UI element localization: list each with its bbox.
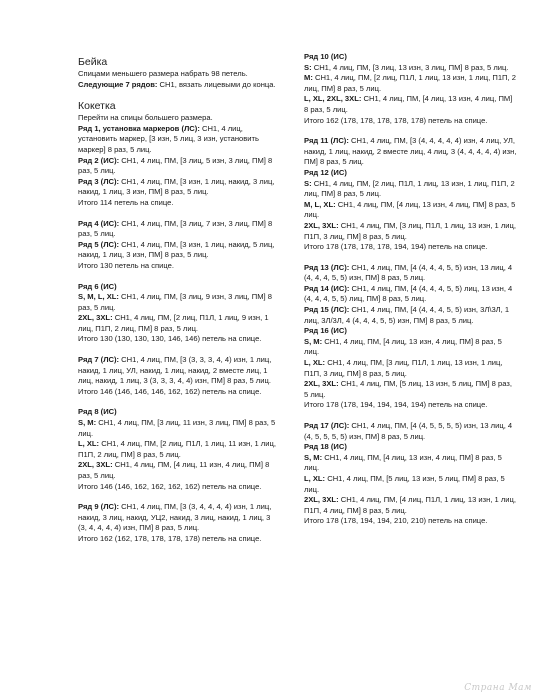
row-label: Следующие 7 рядов: bbox=[78, 79, 158, 89]
row-14 bbox=[304, 284, 518, 305]
row-total: Итого 178 (178, 178, 178, 194, 194) петель на спице. bbox=[304, 242, 488, 252]
size-line bbox=[304, 379, 518, 400]
row-6-title bbox=[78, 282, 278, 293]
row-5 bbox=[78, 240, 278, 261]
size-line bbox=[304, 495, 518, 516]
size-line bbox=[304, 73, 518, 94]
size-line bbox=[78, 418, 278, 439]
size-label: S: bbox=[304, 62, 312, 72]
row-total: Итого 130 (130, 130, 130, 146, 146) петель на спице. bbox=[78, 334, 262, 344]
size-label: 2XL, 3XL: bbox=[304, 495, 339, 505]
size-label: L, XL: bbox=[304, 473, 326, 483]
row-12-title bbox=[304, 168, 518, 179]
size-label: 2XL, 3XL: bbox=[78, 460, 113, 470]
row-8-title bbox=[78, 407, 278, 418]
size-line bbox=[304, 453, 518, 474]
size-label: L, XL: bbox=[304, 358, 326, 368]
right-column bbox=[304, 52, 518, 537]
size-line bbox=[304, 358, 518, 379]
size-line bbox=[304, 221, 518, 242]
left-column bbox=[78, 56, 278, 555]
row-9 bbox=[78, 502, 278, 534]
row-4 bbox=[78, 219, 278, 240]
text: СН1, 4 лиц, ПМ, [4 лиц, 13 изн, 4 лиц, ПМ] 8 раз, 5 лиц. bbox=[304, 94, 513, 114]
row-8-block bbox=[78, 407, 278, 492]
text: СН1, 4 лиц, ПМ, [2 лиц, П1Л, 1 лиц, 9 изн, 1 лиц, П1П, 2 лиц, ПМ] 8 раз, 5 лиц. bbox=[78, 313, 269, 333]
text: СН1, 4 лиц, ПМ, [3 лиц, 5 изн, 3 лиц, ПМ] 8 раз, 5 лиц. bbox=[78, 155, 273, 176]
text: СН1, 4 лиц, ПМ, [3 изн, 1 лиц, накид, 3 лиц, накид, 1 лиц, 3 изн, ПМ] 8 раз, 5 лиц. bbox=[78, 176, 275, 197]
row-16-title bbox=[304, 326, 518, 337]
size-line bbox=[304, 474, 518, 495]
row-6-block bbox=[78, 282, 278, 346]
text: СН1, 4 лиц, ПМ, [2 лиц, П1Л, 1 лиц, 13 изн, 1 лиц, П1П, 2 лиц, ПМ] 8 раз, 5 лиц. bbox=[304, 73, 516, 93]
text: СН1, 4 лиц, ПМ, [4 (4, 4, 4, 5, 5) лиц, 13 изн, 4 (4, 4, 4, 5, 5) лиц, ПМ] 8 раз, 5 лиц. bbox=[304, 283, 513, 304]
text: СН1, 4 лиц, ПМ, [5 лиц, 13 изн, 5 лиц, ПМ] 8 раз, 5 лиц. bbox=[304, 473, 505, 494]
section-title-beyka: Бейка bbox=[78, 56, 108, 68]
size-line bbox=[304, 63, 518, 74]
row-label: Ряд 13 (ЛС): bbox=[304, 262, 350, 272]
rows-4-5 bbox=[78, 219, 278, 272]
row-total: Итого 114 петель на спице. bbox=[78, 197, 174, 207]
section-beyka bbox=[78, 56, 278, 90]
text: СН1, 4 лиц, установить маркер, [3 изн, 5 лиц, 3 изн, установить маркер] 8 раз, 5 лиц. bbox=[78, 123, 259, 154]
rows-11-12-block bbox=[304, 136, 518, 253]
paragraph: Перейти на спицы большего размера. bbox=[78, 113, 213, 123]
text: СН1, 4 лиц, ПМ, [4 (4, 4, 4, 5, 5) изн, 3Л\3Л, 1 лиц, 3Л/3Л, 4 (4, 4, 4, 5, 5) изн, ПМ] 8 раз, 5 лиц. bbox=[304, 305, 510, 325]
section-title-koketka: Кокетка bbox=[78, 100, 116, 113]
row-total: Итого 146 (146, 162, 162, 162, 162) петель на спице. bbox=[78, 481, 262, 491]
text: СН1, вязать лицевыми до конца. bbox=[157, 79, 276, 89]
size-line bbox=[304, 94, 518, 115]
size-label: S, M, L, XL: bbox=[78, 292, 119, 302]
row-label: Ряд 18 (ИС) bbox=[304, 442, 347, 452]
text: СН1, 4 лиц, ПМ, [4 лиц, П1Л, 1 лиц, 13 изн, 1 лиц, П1П, 4 лиц, ПМ] 8 раз, 5 лиц. bbox=[304, 495, 517, 515]
text: СН1, 4 лиц, ПМ, [4 лиц, 11 изн, 4 лиц, ПМ] 8 раз, 5 лиц. bbox=[78, 460, 270, 480]
row-label: Ряд 2 (ИС): bbox=[78, 155, 120, 165]
row-13 bbox=[304, 263, 518, 284]
size-line bbox=[304, 200, 518, 221]
row-label: Ряд 11 (ЛС): bbox=[304, 136, 349, 146]
text: СН1, 4 лиц, ПМ, [4 лиц, 13 изн, 4 лиц, ПМ] 8 раз, 5 лиц. bbox=[304, 336, 502, 357]
text: СН1, 4 лиц, ПМ, [3 лиц, 7 изн, 3 лиц, ПМ] 8 раз, 5 лиц. bbox=[78, 218, 273, 239]
text: СН1, 4 лиц, ПМ, [3 лиц, П1Л, 1 лиц, 13 изн, 1 лиц, П1П, 3 лиц, ПМ] 8 раз, 5 лиц. bbox=[304, 220, 517, 241]
row-10-title bbox=[304, 52, 518, 63]
size-label: M, L, XL: bbox=[304, 199, 336, 209]
text: СН1, 4 лиц, ПМ, [3 (4, 4, 4, 4, 4) изн, 4 лиц, УЛ, накид, 1 лиц, накид, 2 вместе лиц, 4 лиц, 3 (4, 4, 4, 4, 4) изн, ПМ] 8 раз, 5 лиц. bbox=[304, 136, 517, 167]
rows-13-16-block bbox=[304, 263, 518, 411]
size-label: 2XL, 3XL: bbox=[78, 313, 113, 323]
row-total: Итого 178 (178, 194, 194, 194, 194) петель на спице. bbox=[304, 400, 488, 410]
row-total: Итого 130 петель на спице. bbox=[78, 260, 175, 270]
paragraph bbox=[78, 69, 278, 80]
watermark-logo: Страна Мам bbox=[464, 683, 532, 693]
row-label: Ряд 3 (ЛС): bbox=[78, 176, 120, 186]
text: СН1, 4 лиц, ПМ, [2 лиц, П1Л, 1 лиц, 11 изн, 1 лиц, П1П, 2 лиц, ПМ] 8 раз, 5 лиц. bbox=[78, 439, 276, 459]
row-2 bbox=[78, 156, 278, 177]
row-label: Ряд 4 (ИС): bbox=[78, 218, 120, 228]
row-10-block bbox=[304, 52, 518, 126]
row-label: Ряд 14 (ИС): bbox=[304, 283, 350, 293]
text: СН1, 4 лиц, ПМ, [2 лиц, П1Л, 1 лиц, 13 изн, 1 лиц, П1П, 2 лиц, ПМ] 8 раз, 5 лиц. bbox=[304, 178, 515, 199]
row-label: Ряд 17 (ЛС): bbox=[304, 421, 350, 430]
text: СН1, 4 лиц, ПМ, [3 (3, 4, 4, 4, 4) изн, 1 лиц, накид, 3 лиц, накид, УЦ2, накид, 3 лиц, накид, 1 лиц, 3 (3, 4, 4, 4, 4) изн, ПМ] 8 раз, 5 лиц. bbox=[78, 502, 272, 533]
text: СН1, 4 лиц, ПМ, [3 лиц, 13 изн, 3 лиц, ПМ] 8 раз, 5 лиц. bbox=[311, 62, 509, 72]
row-label: Ряд 16 (ИС) bbox=[304, 326, 347, 336]
size-line bbox=[304, 179, 518, 200]
row-label: Ряд 7 (ЛС): bbox=[78, 355, 120, 365]
size-line bbox=[78, 460, 278, 481]
row-label: Ряд 12 (ИС) bbox=[304, 167, 347, 177]
text: СН1, 4 лиц, ПМ, [3 лиц, 9 изн, 3 лиц, ПМ] 8 раз, 5 лиц. bbox=[78, 292, 272, 312]
row-label: Ряд 8 (ИС) bbox=[78, 407, 117, 417]
text: СН1, 4 лиц, ПМ, [4 (4, 4, 4, 5, 5) изн, 13 лиц, 4 (4, 4, 4, 5, 5) изн, ПМ] 8 раз, 5 лиц. bbox=[304, 262, 513, 283]
size-line bbox=[78, 292, 278, 313]
text: СН1, 4 лиц, ПМ, [3 лиц, 11 изн, 3 лиц, ПМ] 8 раз, 5 лиц. bbox=[78, 418, 276, 438]
size-label: 2XL, 3XL: bbox=[304, 220, 339, 230]
size-line bbox=[78, 313, 278, 334]
row-total: Итого 162 (178, 178, 178, 178, 178) петель на спице. bbox=[304, 115, 488, 125]
text: Спицами меньшего размера набрать 98 петель. bbox=[78, 69, 248, 78]
size-label: S, M: bbox=[78, 418, 97, 428]
size-label: S: bbox=[304, 178, 312, 188]
rows-17-18-block bbox=[304, 421, 518, 527]
row-1 bbox=[78, 124, 278, 156]
text: СН1, 4 лиц, ПМ, [3 (3, 3, 3, 4, 4) изн, 1 лиц, накид, 1 лиц, УЛ, накид, 1 лиц, накид, 2 вместе лиц, 1 лиц, накид, 1 лиц, 3 (3, 3, 3, 4, 4) изн, ПМ] 8 раз, 5 лиц. bbox=[78, 355, 272, 386]
row-label: Ряд 5 (ЛС): bbox=[78, 239, 120, 249]
text: СН1, 4 лиц, ПМ, [4 (4, 5, 5, 5, 5) изн, 13 лиц, 4 (4, 5, 5, 5, 5) изн, ПМ] 8 раз, 5 лиц. bbox=[304, 421, 513, 441]
row-label: Ряд 15 (ЛС): bbox=[304, 305, 350, 315]
row-11 bbox=[304, 136, 518, 168]
row-7 bbox=[78, 355, 278, 387]
row-7-block bbox=[78, 355, 278, 397]
row-total: Итого 146 (146, 146, 146, 162, 162) петель на спице. bbox=[78, 386, 262, 396]
row-3 bbox=[78, 177, 278, 198]
row-label: Ряд 10 (ИС) bbox=[304, 52, 347, 61]
section-koketka bbox=[78, 100, 278, 208]
size-line bbox=[304, 337, 518, 358]
size-line bbox=[78, 439, 278, 460]
row-label: Ряд 1, установка маркеров (ЛС): bbox=[78, 123, 200, 133]
size-label: M: bbox=[304, 73, 313, 83]
row-total: Итого 162 (162, 178, 178, 178, 178) петель на спице. bbox=[78, 533, 262, 543]
size-label: S, M: bbox=[304, 452, 323, 462]
size-label: S, M: bbox=[304, 336, 323, 346]
row-label: Ряд 9 (ЛС): bbox=[78, 502, 120, 512]
text: СН1, 4 лиц, ПМ, [5 лиц, 13 изн, 5 лиц, ПМ] 8 раз, 5 лиц. bbox=[304, 379, 512, 399]
text: СН1, 4 лиц, ПМ, [4 лиц, 13 изн, 4 лиц, ПМ] 8 раз, 5 лиц. bbox=[304, 452, 502, 473]
text: СН1, 4 лиц, ПМ, [3 лиц, П1Л, 1 лиц, 13 изн, 1 лиц, П1П, 3 лиц, ПМ] 8 раз, 5 лиц. bbox=[304, 358, 503, 378]
row-17 bbox=[304, 421, 518, 442]
text: СН1, 4 лиц, ПМ, [4 лиц, 13 изн, 4 лиц, ПМ] 8 раз, 5 лиц. bbox=[304, 199, 516, 220]
row-label: Ряд 6 (ИС) bbox=[78, 281, 117, 291]
row-total: Итого 178 (178, 194, 194, 210, 210) петель на спице. bbox=[304, 516, 488, 526]
size-label: L, XL: bbox=[78, 439, 100, 449]
row-9-block bbox=[78, 502, 278, 544]
text: СН1, 4 лиц, ПМ, [3 изн, 1 лиц, накид, 5 лиц, накид, 1 лиц, 3 изн, ПМ] 8 раз, 5 лиц. bbox=[78, 239, 275, 260]
row-15 bbox=[304, 305, 518, 326]
size-label: 2XL, 3XL: bbox=[304, 379, 339, 389]
row-18-title bbox=[304, 442, 518, 453]
size-label: L, XL, 2XL, 3XL: bbox=[304, 94, 362, 104]
paragraph bbox=[78, 80, 278, 91]
